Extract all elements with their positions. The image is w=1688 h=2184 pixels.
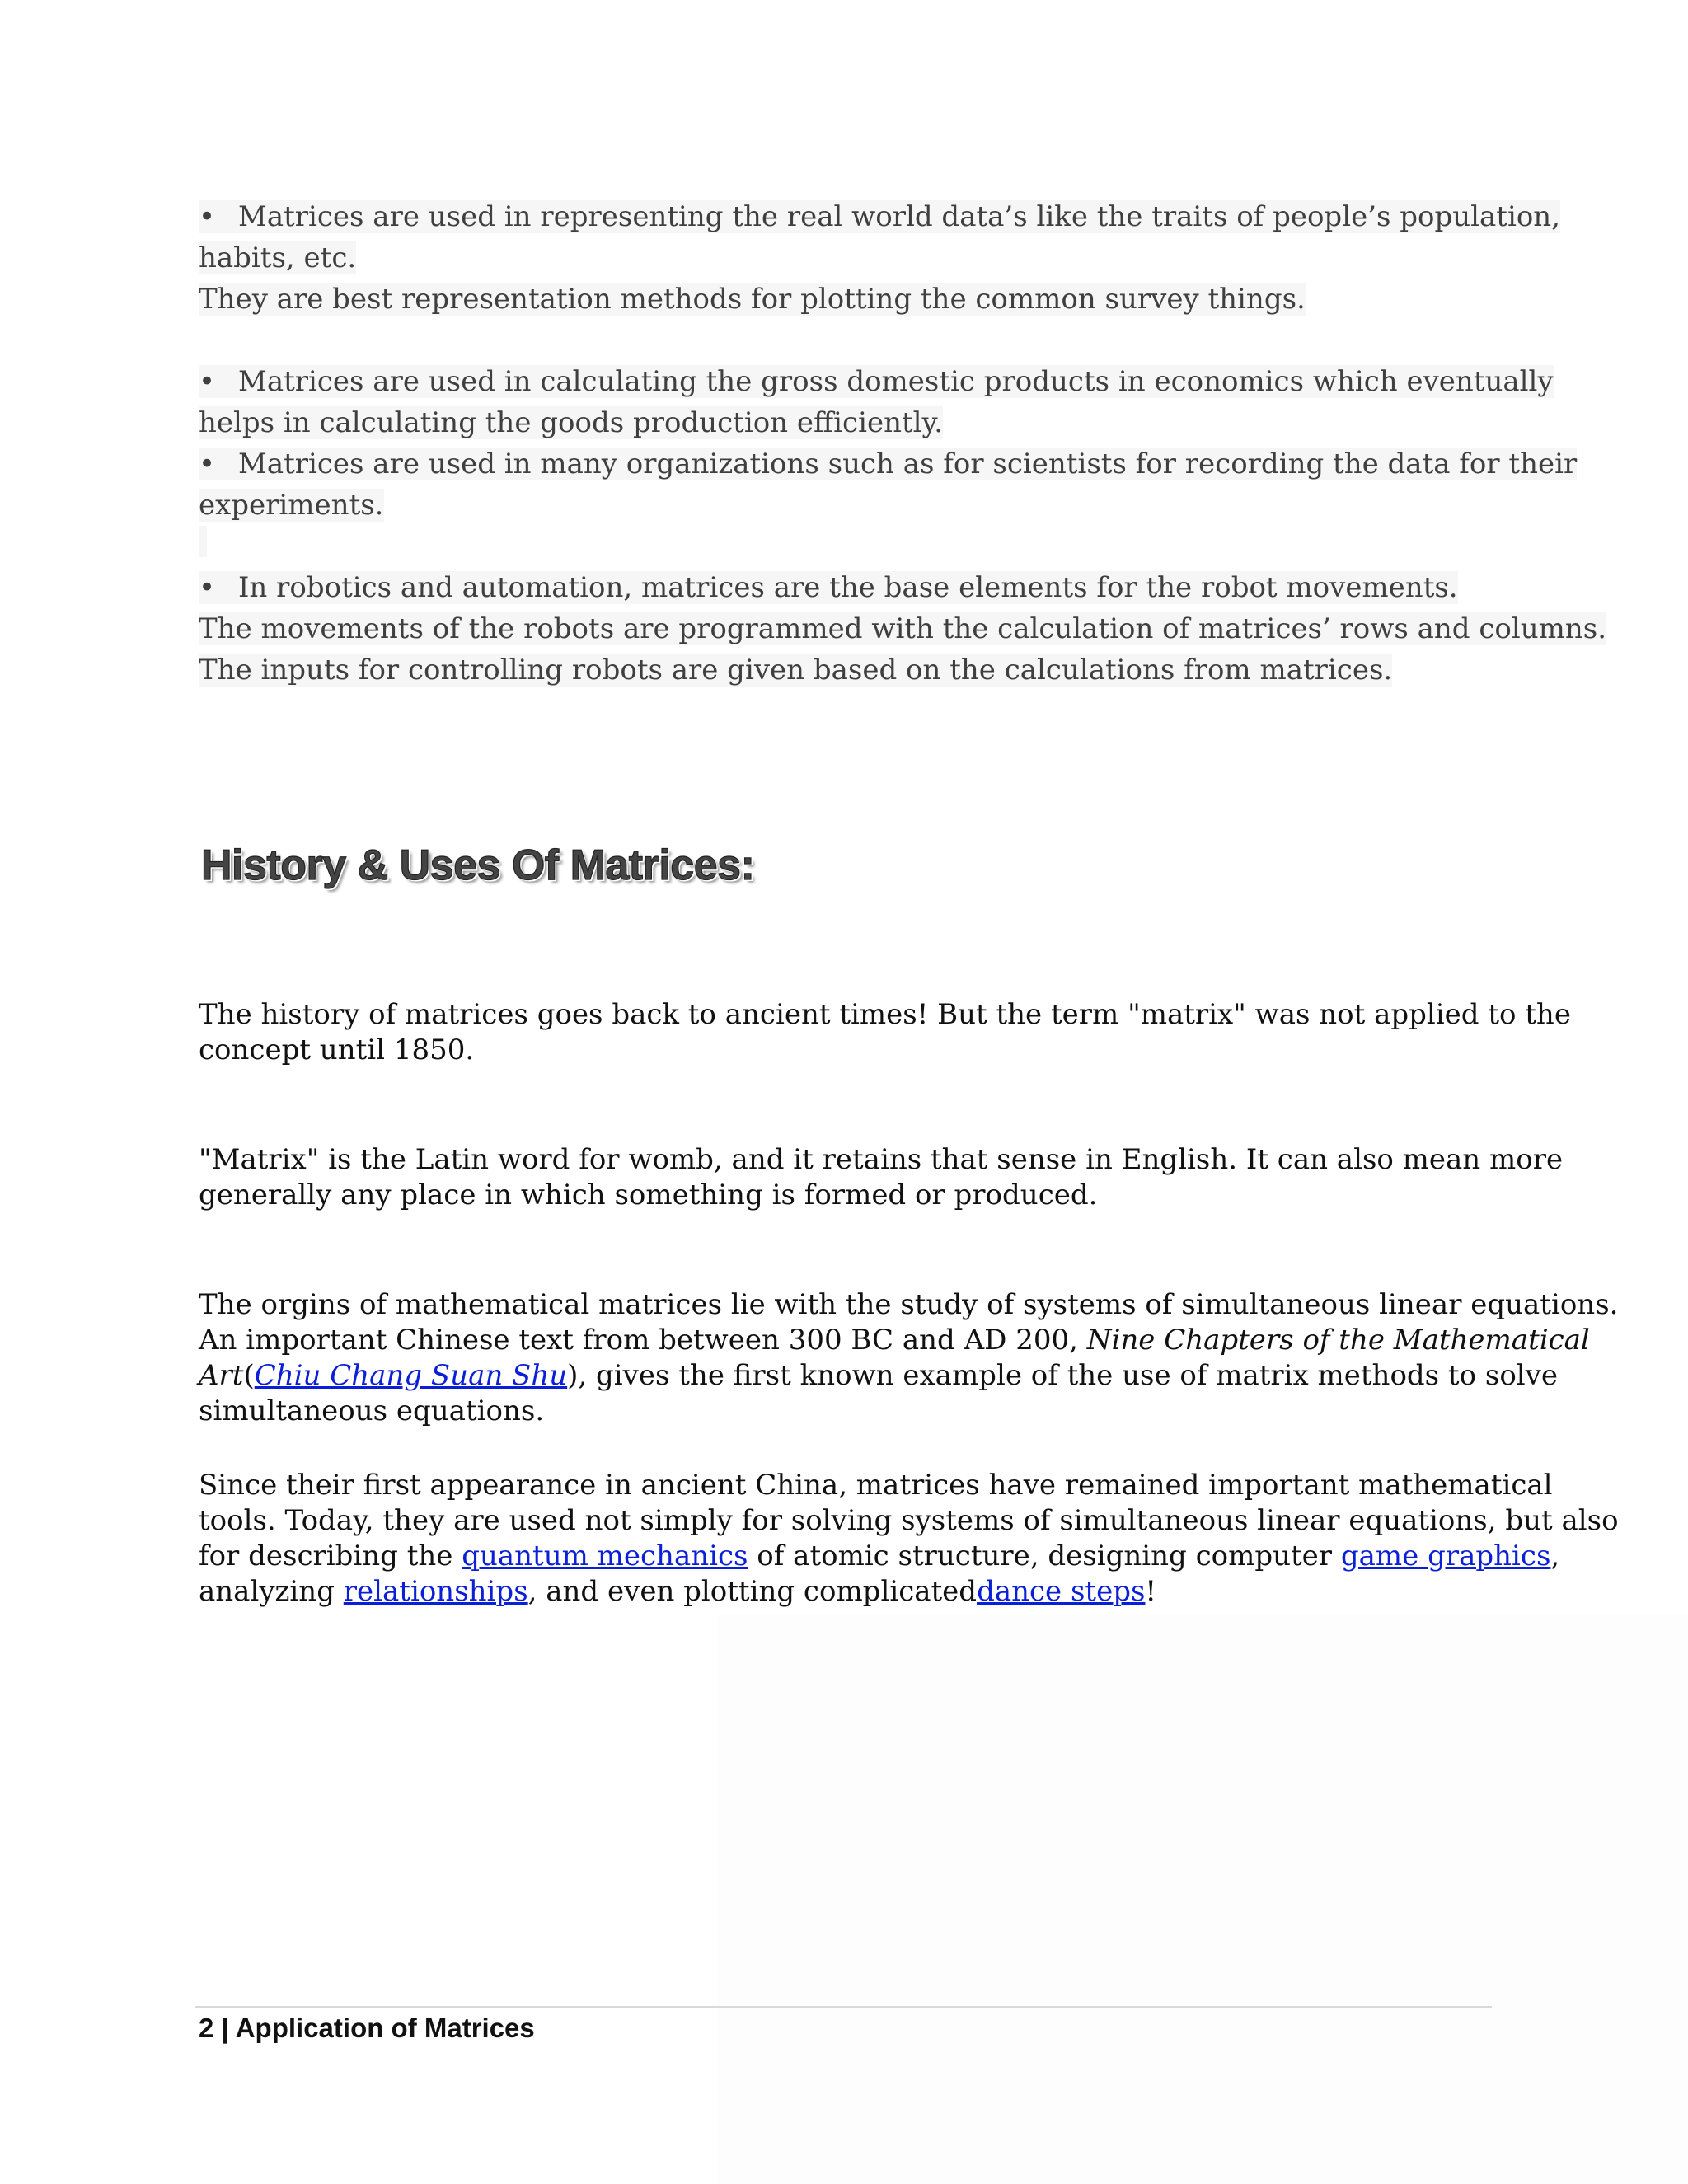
applications-list: • Matrices are used in representing the real world data’s like the traits of people’s population, habits, etc. They are best representation methods for plotting the common survey things. • Matrices are used in calculating the gross domestic products in economics which eventually helps in calculating the goods production efficiently. • Matrices are used in many organizations such as for scientists for recording the data for their experiments. • In robotics and automation, matrices are the base elements for the robot movements. The movements of the robots are programmed with the calculation of matrices’ rows and columns. The inputs for controlling robots are given based on the calculations from matrices.: [199, 196, 1501, 691]
paragraph-latin-meaning: "Matrix" is the Latin word for womb, and it retains that sense in English. It can also mean more generally any place in which something is formed or produced.: [199, 1143, 1564, 1212]
game-graphics-link[interactable]: game graphics: [1340, 1540, 1551, 1572]
paragraph-origins: The orgins of mathematical matrices lie with the study of systems of simultaneous linear equations. An important Chinese text from between 300 BC and AD 200, Nine Chapters of the Mathematical Art(Chiu Chang Suan Shu), gives the first known example of the use of matrix methods to solve simultaneous equations.: [199, 1288, 1619, 1427]
list-item: • In robotics and automation, matrices are the base elements for the robot movements.: [199, 567, 1501, 608]
footer-separator: |: [221, 2013, 229, 2043]
bullet-icon: •: [199, 200, 216, 233]
relationships-link[interactable]: relationships: [343, 1575, 528, 1608]
bullet-icon: •: [199, 448, 216, 480]
list-item: • Matrices are used in representing the real world data’s like the traits of people’s population,: [199, 196, 1501, 237]
paragraph-modern-uses: Since their first appearance in ancient China, matrices have remained important mathematical tools. Today, they are used not simply for solving systems of simultaneous linear equations, but also for describing the quantum mechanics of atomic structure, designing computer game graphics, analyzing relationships, and even plotting complicateddance steps!: [199, 1469, 1619, 1608]
bullet-icon: •: [199, 365, 216, 398]
page-number: 2: [199, 2013, 214, 2043]
document-title: Application of Matrices: [235, 2013, 535, 2043]
paragraph-history: The history of matrices goes back to ancient times! But the term "matrix" was not applied to the concept until 1850.: [199, 998, 1571, 1066]
page-footer: [199, 2013, 535, 2044]
chiu-chang-suan-shu-link[interactable]: Chiu Chang Suan Shu: [254, 1359, 568, 1392]
footer-divider: [195, 2006, 1492, 2008]
list-item: • Matrices are used in calculating the gross domestic products in economics which eventually: [199, 361, 1501, 402]
section-heading: History & Uses Of Matrices:: [201, 841, 755, 889]
page-shading: [717, 1615, 1688, 2184]
bullet-icon: •: [199, 571, 216, 604]
quantum-mechanics-link[interactable]: quantum mechanics: [462, 1540, 748, 1572]
list-item: • Matrices are used in many organizations such as for scientists for recording the data for their: [199, 443, 1501, 485]
dance-steps-link[interactable]: dance steps: [977, 1575, 1146, 1608]
book-title: Nine Chapters of the Mathematical: [1086, 1324, 1590, 1357]
